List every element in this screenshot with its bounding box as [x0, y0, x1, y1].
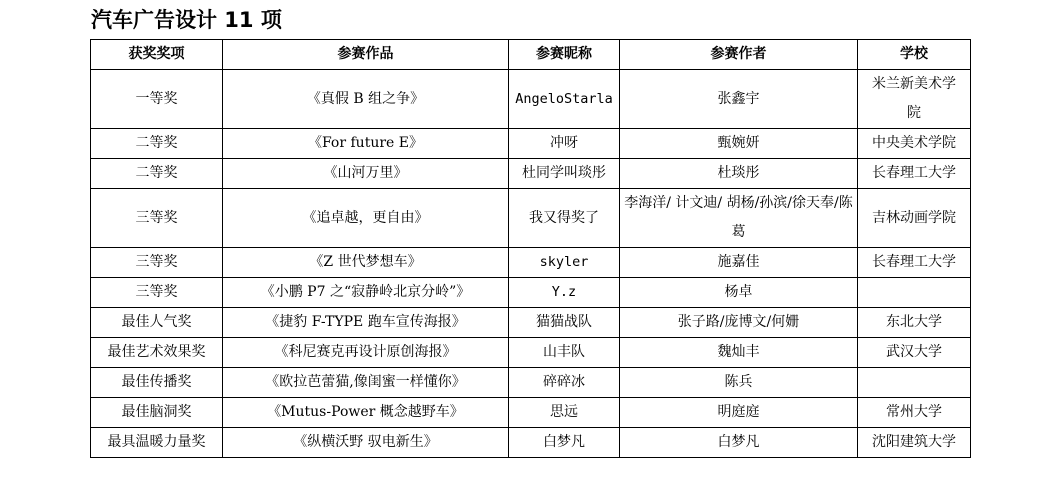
cell-work: 《Mutus-Power 概念越野车》 — [223, 398, 509, 428]
section-title: 汽车广告设计 11 项 — [91, 8, 282, 32]
table-row — [91, 248, 971, 278]
cell-author: 杜琰彤 — [620, 159, 858, 189]
cell-work: 《科尼赛克再设计原创海报》 — [223, 338, 509, 368]
table-row — [91, 428, 971, 458]
cell-award: 三等奖 — [91, 278, 223, 308]
cell-nickname: 思远 — [509, 398, 620, 428]
cell-nickname: AngeloStarla — [509, 70, 620, 129]
cell-school: 长春理工大学 — [858, 248, 971, 278]
cell-author: 李海洋/ 计文迪/ 胡杨/孙滨/徐天奉/陈葛 — [620, 189, 858, 248]
header-author: 参赛作者 — [620, 40, 858, 70]
cell-work: 《Z 世代梦想车》 — [223, 248, 509, 278]
cell-work: 《追卓越，更自由》 — [223, 189, 509, 248]
cell-author: 张子路/庞博文/何姗 — [620, 308, 858, 338]
cell-award: 最佳脑洞奖 — [91, 398, 223, 428]
cell-nickname: 山丰队 — [509, 338, 620, 368]
cell-award: 一等奖 — [91, 70, 223, 129]
table-row — [91, 338, 971, 368]
cell-author: 施嘉佳 — [620, 248, 858, 278]
table-row — [91, 398, 971, 428]
cell-author: 张鑫宇 — [620, 70, 858, 129]
cell-nickname: 猫猫战队 — [509, 308, 620, 338]
cell-nickname: skyler — [509, 248, 620, 278]
table-header-row — [91, 40, 971, 70]
cell-nickname: 碎碎冰 — [509, 368, 620, 398]
cell-author: 明庭庭 — [620, 398, 858, 428]
cell-nickname: 白梦凡 — [509, 428, 620, 458]
header-school: 学校 — [858, 40, 971, 70]
table-row — [91, 278, 971, 308]
cell-school — [858, 368, 971, 398]
cell-school: 东北大学 — [858, 308, 971, 338]
table-row — [91, 70, 971, 129]
cell-award: 最佳传播奖 — [91, 368, 223, 398]
cell-work: 《For future E》 — [223, 129, 509, 159]
cell-award: 最佳艺术效果奖 — [91, 338, 223, 368]
cell-award: 三等奖 — [91, 248, 223, 278]
cell-school — [858, 278, 971, 308]
table-row — [91, 368, 971, 398]
header-nickname: 参赛昵称 — [509, 40, 620, 70]
cell-author: 魏灿丰 — [620, 338, 858, 368]
cell-school: 常州大学 — [858, 398, 971, 428]
cell-work: 《山河万里》 — [223, 159, 509, 189]
header-work: 参赛作品 — [223, 40, 509, 70]
cell-award: 二等奖 — [91, 129, 223, 159]
cell-work: 《真假 B 组之争》 — [223, 70, 509, 129]
cell-nickname: 我又得奖了 — [509, 189, 620, 248]
cell-author: 陈兵 — [620, 368, 858, 398]
cell-author: 甄婉妍 — [620, 129, 858, 159]
cell-school: 沈阳建筑大学 — [858, 428, 971, 458]
cell-author: 白梦凡 — [620, 428, 858, 458]
cell-school: 武汉大学 — [858, 338, 971, 368]
cell-author: 杨卓 — [620, 278, 858, 308]
table-row — [91, 159, 971, 189]
cell-work: 《纵横沃野 驭电新生》 — [223, 428, 509, 458]
table-row — [91, 129, 971, 159]
table-row — [91, 308, 971, 338]
cell-work: 《小鹏 P7 之“寂静岭北京分岭”》 — [223, 278, 509, 308]
cell-work: 《欧拉芭蕾猫,像闺蜜一样懂你》 — [223, 368, 509, 398]
awards-table — [90, 39, 971, 458]
cell-nickname: 杜同学叫琰彤 — [509, 159, 620, 189]
header-award: 获奖奖项 — [91, 40, 223, 70]
cell-award: 最佳人气奖 — [91, 308, 223, 338]
cell-school: 中央美术学院 — [858, 129, 971, 159]
cell-award: 最具温暖力量奖 — [91, 428, 223, 458]
cell-award: 二等奖 — [91, 159, 223, 189]
cell-award: 三等奖 — [91, 189, 223, 248]
cell-school: 吉林动画学院 — [858, 189, 971, 248]
cell-nickname: 冲呀 — [509, 129, 620, 159]
cell-nickname: Y.z — [509, 278, 620, 308]
table-row — [91, 189, 971, 248]
cell-school: 米兰新美术学院 — [858, 70, 971, 129]
cell-school: 长春理工大学 — [858, 159, 971, 189]
cell-work: 《捷豹 F-TYPE 跑车宣传海报》 — [223, 308, 509, 338]
